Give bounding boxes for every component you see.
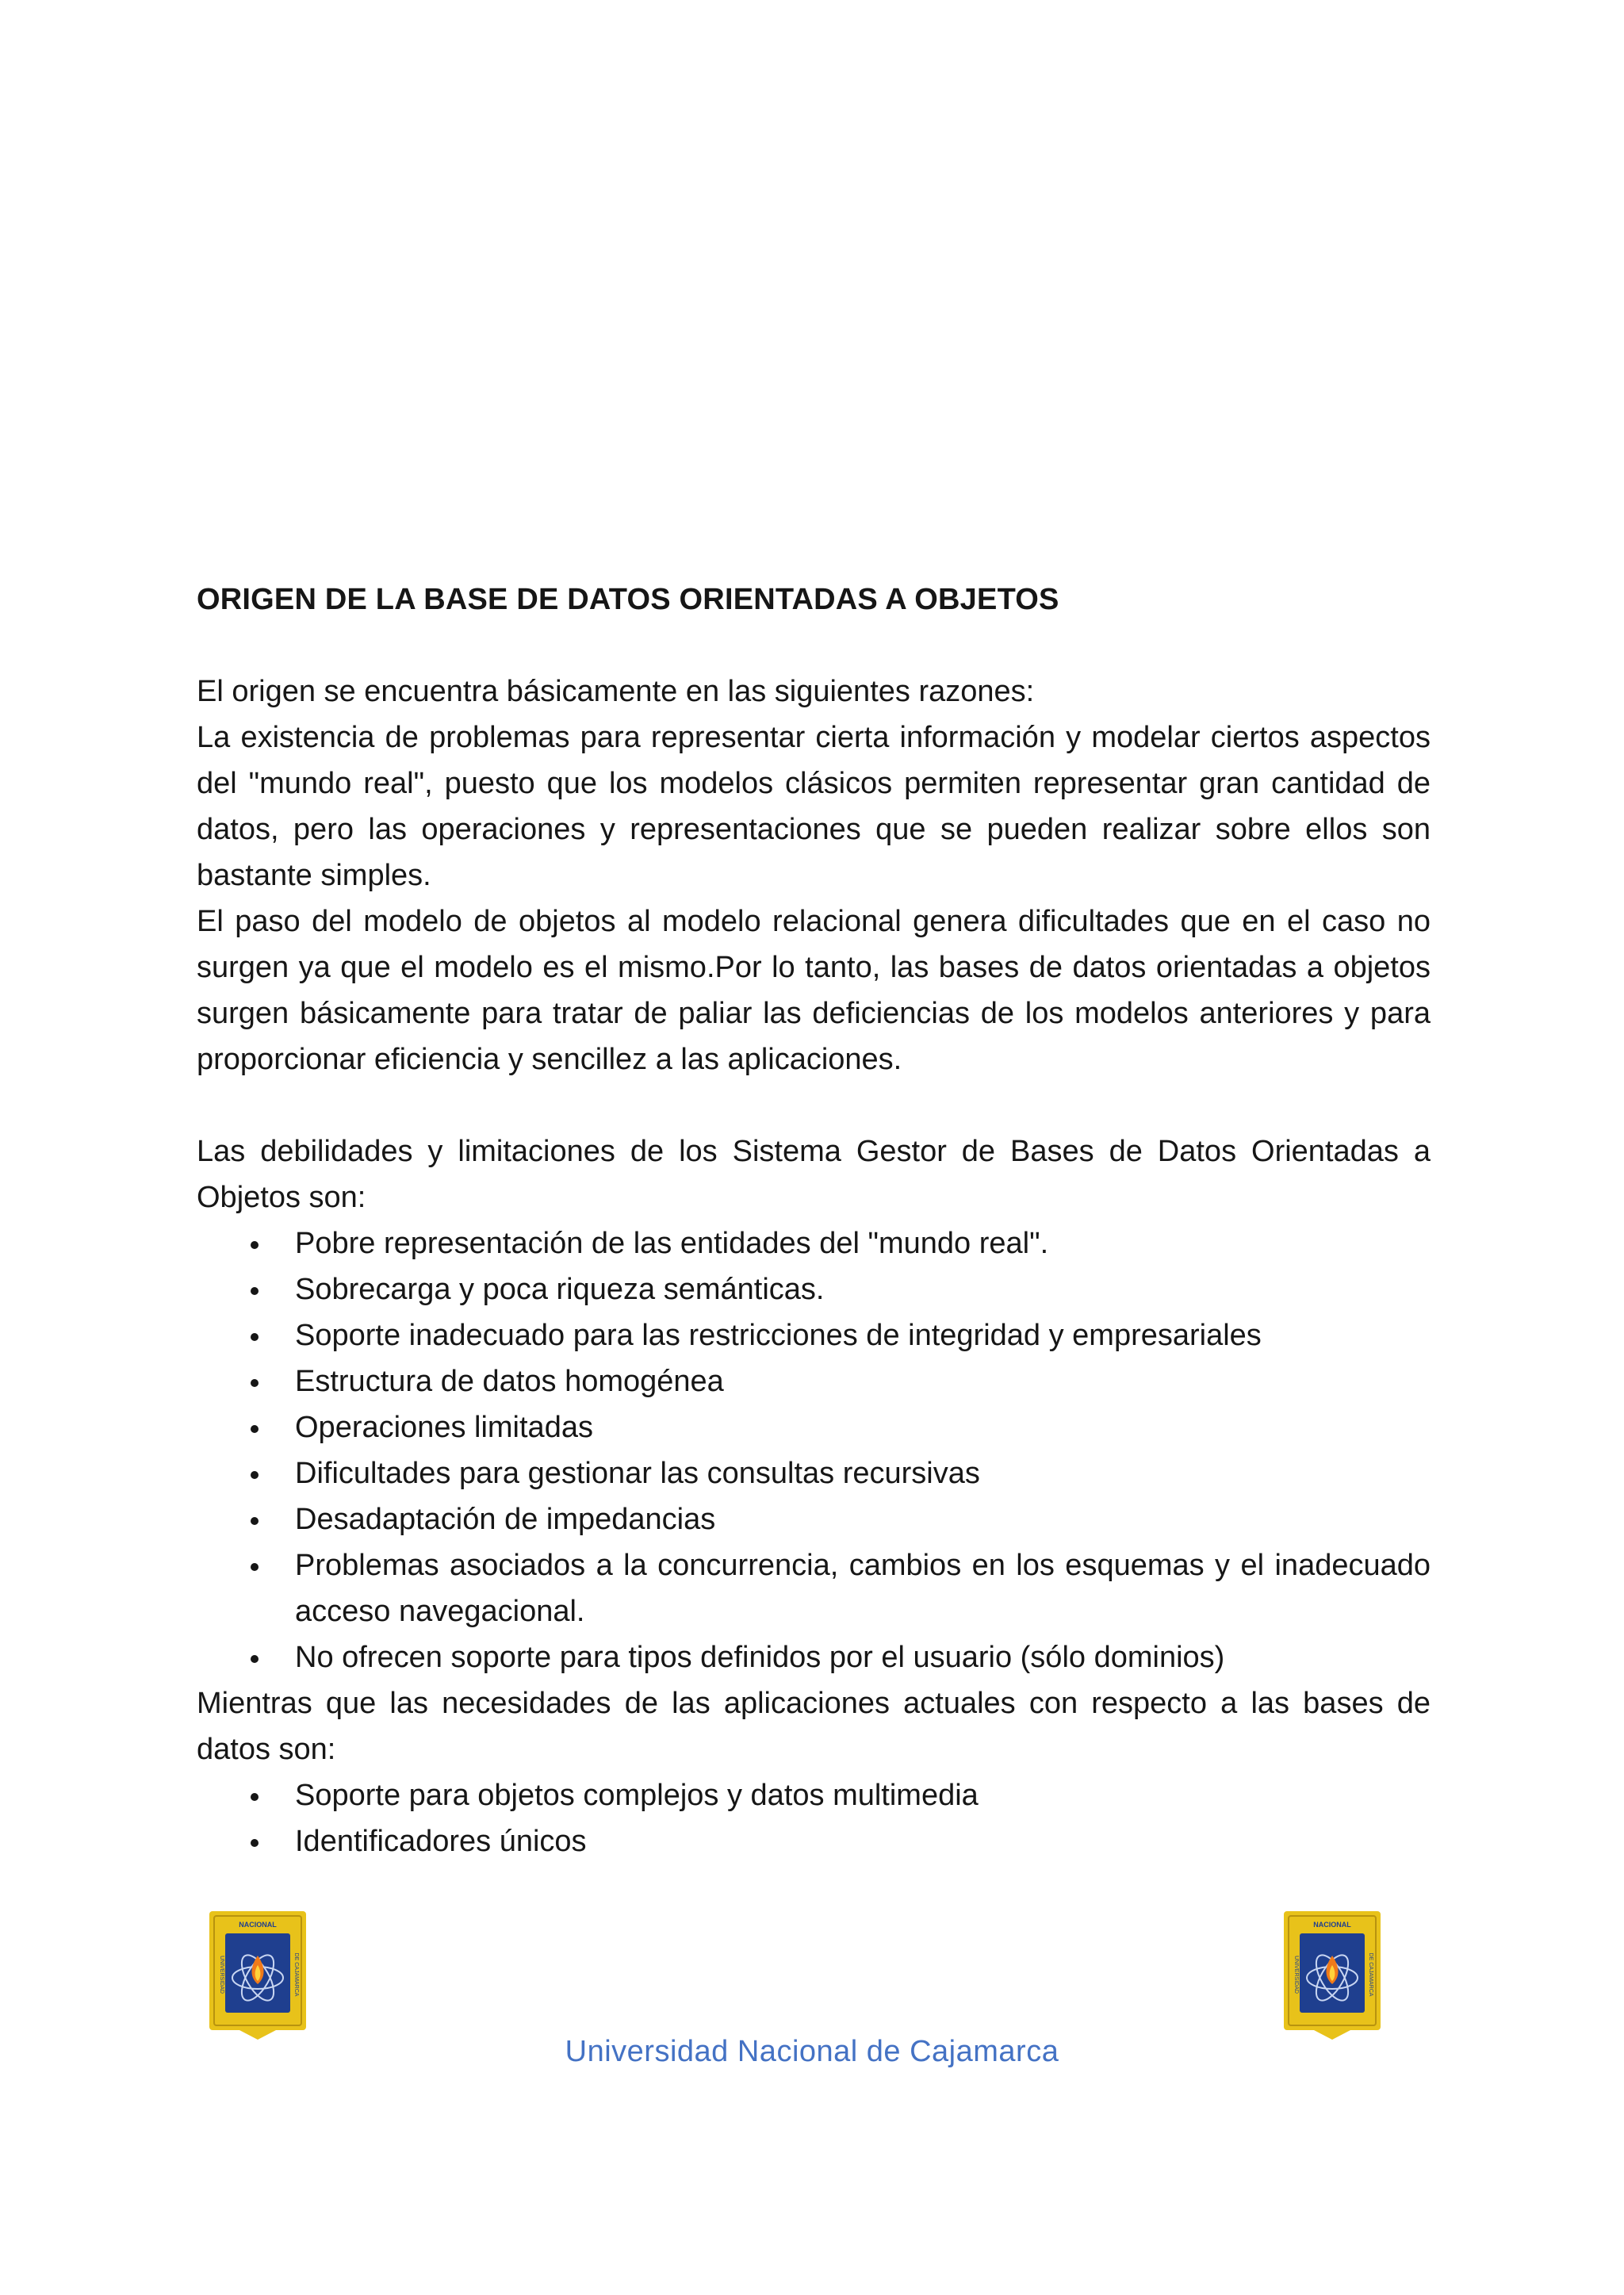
list-item xyxy=(197,1358,1431,1404)
list-item-text: Dificultades para gestionar las consultas recursivas xyxy=(295,1457,980,1490)
university-seal-right-icon xyxy=(1282,1910,1382,2041)
list-item-text: Pobre representación de las entidades del "mundo real". xyxy=(295,1227,1049,1260)
weaknesses-list xyxy=(197,1220,1431,1680)
list-item-text: Identificadores únicos xyxy=(295,1825,587,1858)
list-item xyxy=(197,1220,1431,1266)
bullet-icon xyxy=(251,1517,259,1525)
list-item-text: Operaciones limitadas xyxy=(295,1411,593,1444)
spacer xyxy=(197,1082,1431,1128)
list-item xyxy=(197,1772,1431,1818)
list-item xyxy=(197,1634,1431,1680)
footer-institution-name: Universidad Nacional de Cajamarca xyxy=(565,2035,1059,2068)
list-item xyxy=(197,1450,1431,1496)
list-item xyxy=(197,1496,1431,1542)
list-item-text: Sobrecarga y poca riqueza semánticas. xyxy=(295,1273,825,1306)
list-item xyxy=(197,1818,1431,1864)
list-item-text: Estructura de datos homogénea xyxy=(295,1365,724,1398)
spacer xyxy=(197,623,1431,669)
bullet-icon xyxy=(251,1793,259,1801)
seal-text-left: UNIVERSIDAD xyxy=(219,1956,224,1994)
university-seal-left-icon xyxy=(208,1910,308,2041)
list-item xyxy=(197,1266,1431,1312)
seal-text-right: DE CAJAMARCA xyxy=(293,1952,299,1997)
list-item xyxy=(197,1312,1431,1358)
intro-sentence: El origen se encuentra básicamente en las siguientes razones: xyxy=(197,675,1035,708)
list-item xyxy=(197,1404,1431,1450)
list-item-text: Soporte para objetos complejos y datos multimedia xyxy=(295,1779,979,1812)
list-item xyxy=(197,1542,1431,1634)
seal-text-left: UNIVERSIDAD xyxy=(1293,1956,1299,1994)
bullet-icon xyxy=(251,1425,259,1433)
bullet-icon xyxy=(251,1839,259,1847)
paragraph-2: El paso del modelo de objetos al modelo relacional genera dificultades que en el caso no surgen ya que el modelo es el mismo.Por lo tanto, las bases de datos orientadas a objetos surgen básicamente para tratar de paliar las deficiencias de los modelos anteriores y para proporcionar eficiencia y sencillez a las aplicaciones. xyxy=(197,905,1431,1076)
weaknesses-intro: Las debilidades y limitaciones de los Sistema Gestor de Bases de Datos Orientadas a Objetos son: xyxy=(197,1135,1431,1214)
bullet-icon xyxy=(251,1379,259,1387)
bullet-icon xyxy=(251,1563,259,1571)
list-item-text: No ofrecen soporte para tipos definidos por el usuario (sólo dominios) xyxy=(295,1641,1225,1674)
needs-list xyxy=(197,1772,1431,1864)
bullet-icon xyxy=(251,1471,259,1479)
section-heading: ORIGEN DE LA BASE DE DATOS ORIENTADAS A OBJETOS xyxy=(197,583,1059,616)
bullet-icon xyxy=(251,1241,259,1249)
needs-intro: Mientras que las necesidades de las aplicaciones actuales con respecto a las bases de datos son: xyxy=(197,1687,1431,1766)
document-body xyxy=(197,577,1431,1864)
bullet-icon xyxy=(251,1655,259,1663)
list-item-text: Problemas asociados a la concurrencia, cambios en los esquemas y el inadecuado acceso navegacional. xyxy=(295,1549,1431,1628)
list-item-text: Desadaptación de impedancias xyxy=(295,1503,716,1536)
bullet-icon xyxy=(251,1287,259,1295)
seal-text-top: NACIONAL xyxy=(239,1921,277,1929)
bullet-icon xyxy=(251,1333,259,1341)
seal-text-right: DE CAJAMARCA xyxy=(1368,1952,1373,1997)
seal-text-top: NACIONAL xyxy=(1313,1921,1351,1929)
paragraph-1: La existencia de problemas para representar cierta información y modelar ciertos aspectos del "mundo real", puesto que los modelos clásicos permiten representar gran cantidad de datos, pero las operaciones y representaciones que se pueden realizar sobre ellos son bastante simples. xyxy=(197,721,1431,892)
list-item-text: Soporte inadecuado para las restricciones de integridad y empresariales xyxy=(295,1319,1262,1352)
